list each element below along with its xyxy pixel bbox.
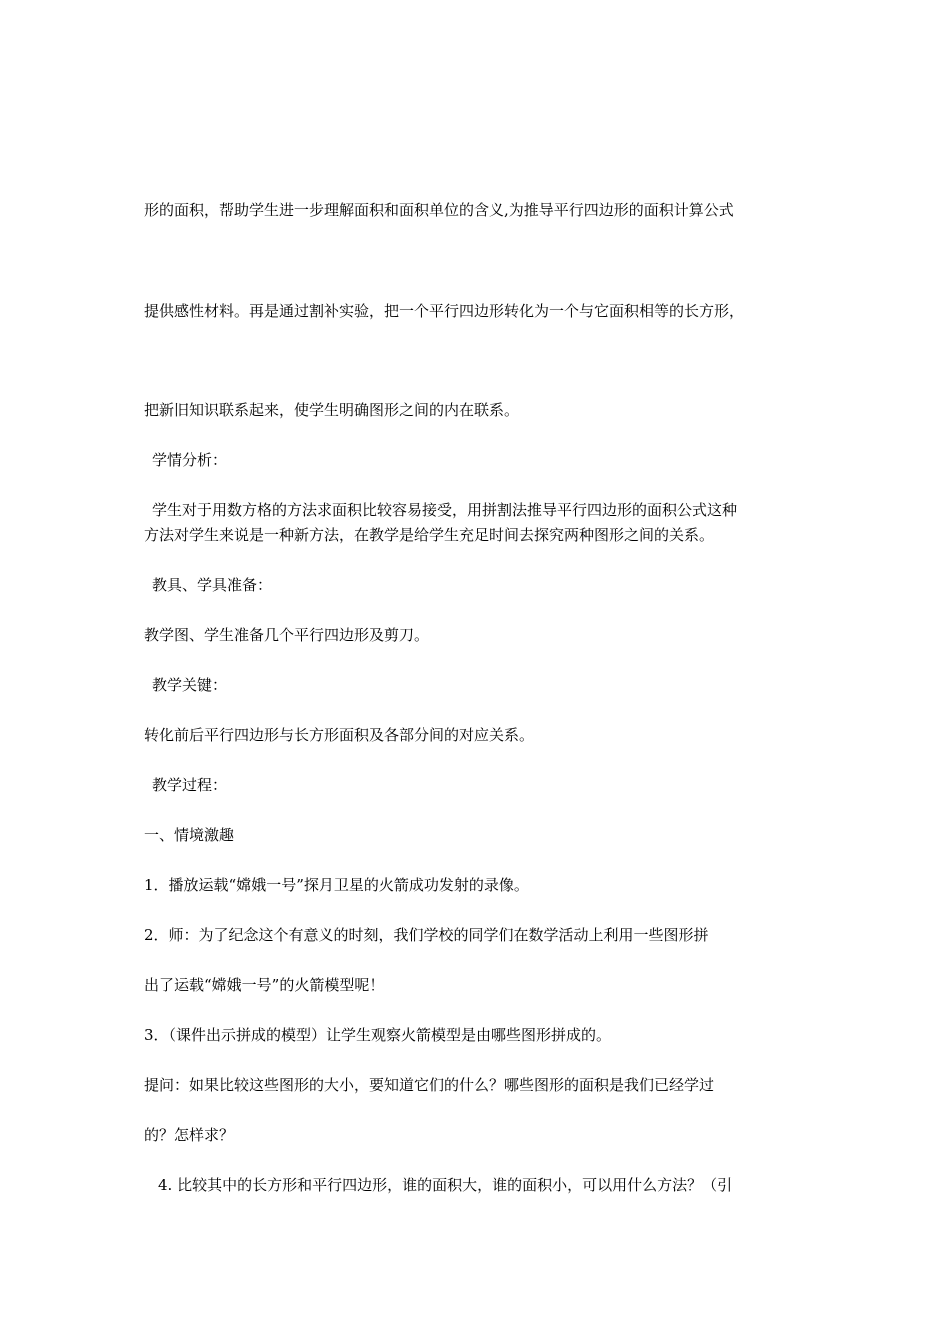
- paragraph-line-6: 教学图、学生准备几个平行四边形及剪刀。: [144, 626, 430, 644]
- subheading-situation: 一、情境激趣: [144, 826, 235, 844]
- paragraph-line-1: 形的面积，帮助学生进一步理解面积和面积单位的含义,为推导平行四边形的面积计算公式: [144, 201, 734, 219]
- paragraph-line-7: 转化前后平行四边形与长方形面积及各部分间的对应关系。: [144, 726, 535, 744]
- section-heading-key-point: 教学关键：: [152, 676, 228, 694]
- question-line-1: 提问：如果比较这些图形的大小，要知道它们的什么？哪些图形的面积是我们已经学过: [144, 1076, 715, 1094]
- list-item-2-continued: 出了运载“嫦娥一号”的火箭模型呢！: [144, 976, 385, 994]
- section-heading-learning-analysis: 学情分析：: [152, 451, 228, 469]
- list-item-1: 1．播放运载“嫦娥一号”探月卫星的火箭成功发射的录像。: [144, 876, 529, 894]
- list-item-2: 2．师：为了纪念这个有意义的时刻，我们学校的同学们在数学活动上利用一些图形拼: [144, 926, 709, 944]
- paragraph-line-5: 方法对学生来说是一种新方法，在教学是给学生充足时间去探究两种图形之间的关系。: [144, 526, 715, 544]
- paragraph-line-4: 学生对于用数方格的方法求面积比较容易接受，用拼割法推导平行四边形的面积公式这种: [152, 501, 738, 519]
- list-item-3: 3．（课件出示拼成的模型）让学生观察火箭模型是由哪些图形拼成的。: [144, 1026, 612, 1044]
- paragraph-line-3: 把新旧知识联系起来，使学生明确图形之间的内在联系。: [144, 401, 520, 419]
- section-heading-process: 教学过程：: [152, 776, 228, 794]
- section-heading-materials: 教具、学具准备：: [152, 576, 273, 594]
- list-item-4: 4. 比较其中的长方形和平行四边形，谁的面积大，谁的面积小，可以用什么方法？（引: [158, 1176, 733, 1194]
- paragraph-line-2: 提供感性材料。再是通过割补实验，把一个平行四边形转化为一个与它面积相等的长方形，: [144, 302, 745, 320]
- question-line-2: 的？怎样求？: [144, 1126, 235, 1144]
